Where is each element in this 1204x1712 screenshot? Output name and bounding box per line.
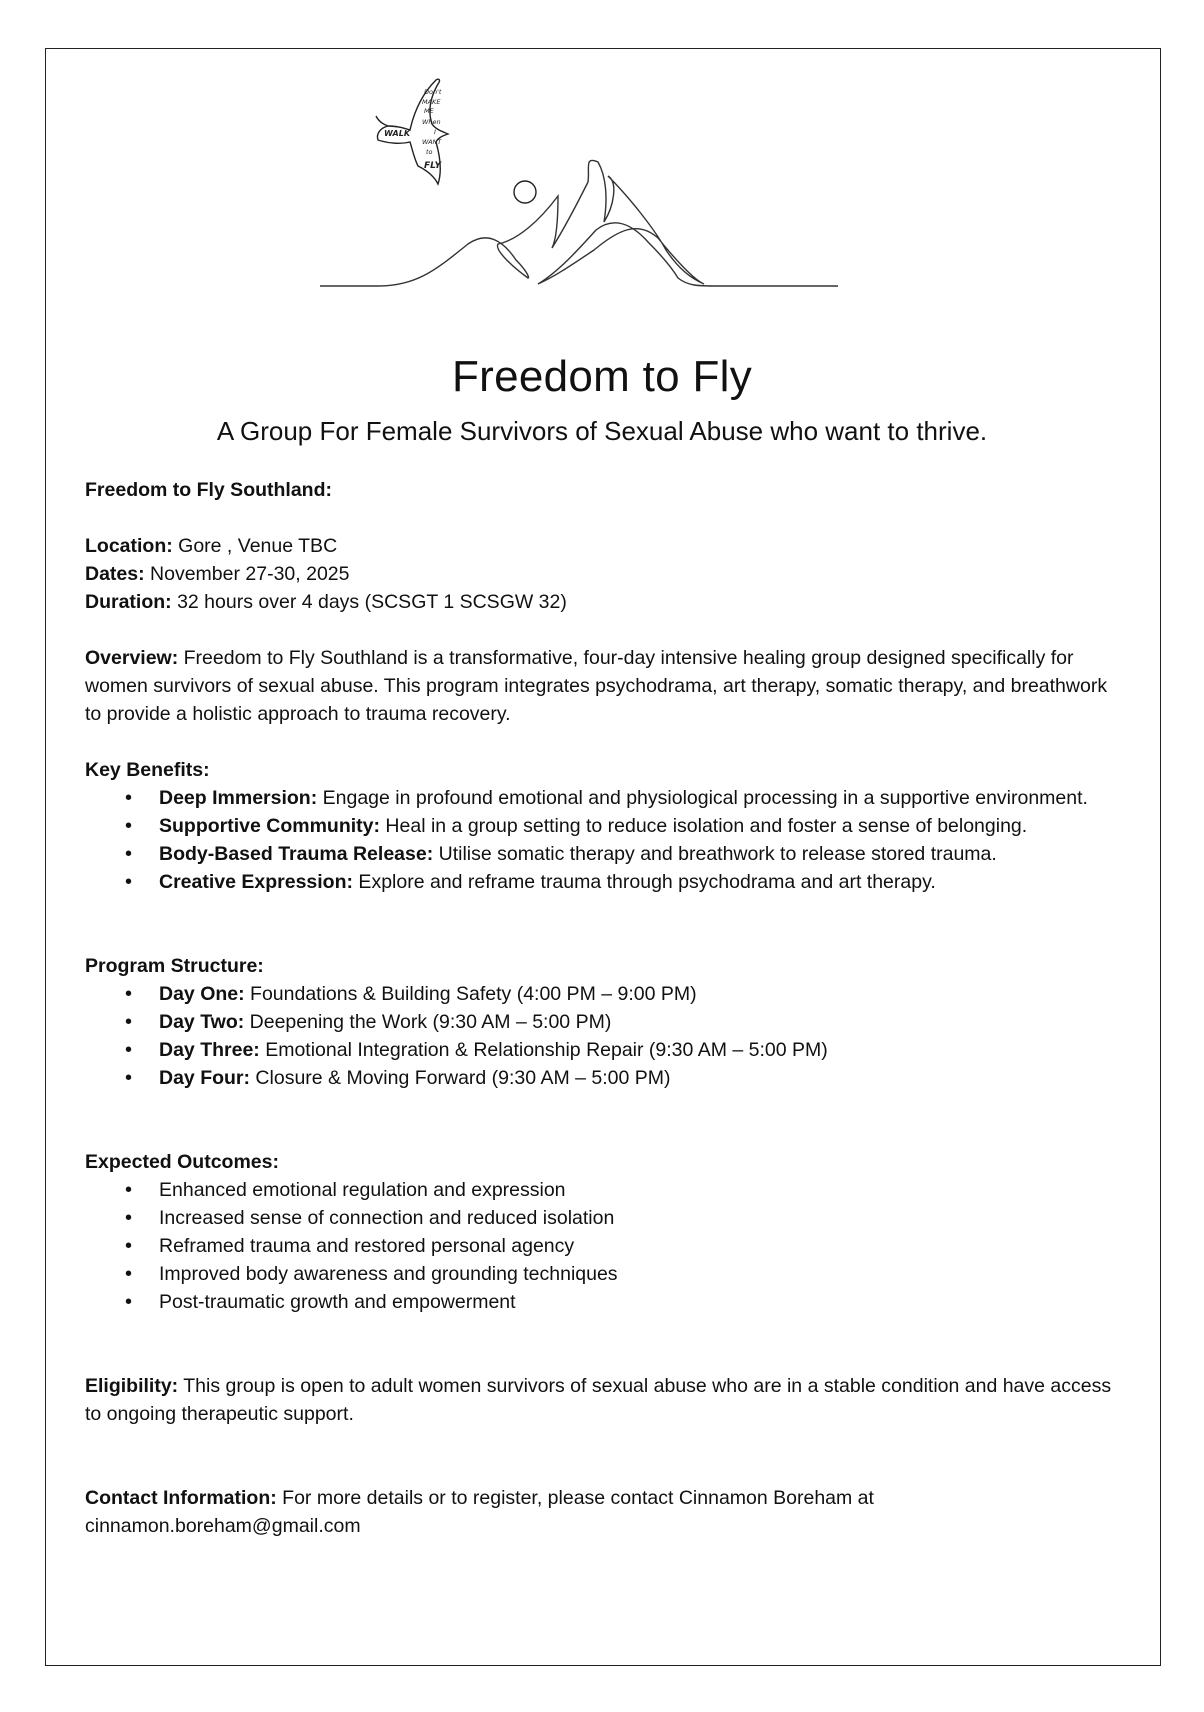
bird-text: I: [434, 128, 436, 136]
contact-label: Contact Information:: [85, 1487, 277, 1509]
contact-text: For more details or to register, please contact Cinnamon Boreham at: [276, 1487, 874, 1509]
list-item: • Supportive Community: Heal in a group setting to reduce isolation and foster a sense of belonging.: [159, 812, 1115, 840]
document-body: [85, 476, 1115, 1540]
page-title: Freedom to Fly: [451, 352, 753, 401]
dates-label: Dates:: [85, 563, 145, 585]
bird-text: WANT: [422, 138, 442, 146]
eligibility-paragraph: [85, 1372, 1115, 1428]
list-item: • Day Two: Deepening the Work (9:30 AM – 5:00 PM): [159, 1008, 1115, 1036]
structure-heading: Program Structure:: [85, 955, 264, 977]
page-subtitle: A Group For Female Survivors of Sexual Abuse who want to thrive.: [216, 416, 988, 446]
outcomes-heading: Expected Outcomes:: [85, 1151, 279, 1173]
bird-text: MAKE: [422, 98, 441, 106]
bird-text: ME: [424, 107, 434, 115]
location-label: Location:: [85, 535, 173, 557]
duration-value: 32 hours over 4 days (SCSGT 1 SCSGW 32): [171, 591, 567, 613]
list-item: • Deep Immersion: Engage in profound emotional and physiological processing in a supportive environment.: [159, 784, 1115, 812]
list-item: • Increased sense of connection and reduced isolation: [159, 1204, 1115, 1232]
dates-value: November 27-30, 2025: [144, 563, 350, 585]
bird-text: to: [426, 148, 433, 156]
mountain-bird-logo: [318, 72, 884, 322]
list-item: • Body-Based Trauma Release: Utilise somatic therapy and breathwork to release stored trauma.: [159, 840, 1115, 868]
bird-text: When: [422, 118, 441, 126]
bird-text: FLY: [424, 161, 441, 171]
sun-circle-icon: [514, 181, 536, 203]
list-item: • Creative Expression: Explore and reframe trauma through psychodrama and art therapy.: [159, 868, 1115, 896]
overview-text: Freedom to Fly Southland is a transformative, four-day intensive healing group designed specifically for women survivors of sexual abuse. This program integrates psychodrama, art therapy, somatic therapy, and breathwork to provide a holistic approach to trauma recovery.: [85, 647, 1108, 725]
contact-paragraph: [85, 1484, 1115, 1540]
list-item: • Post-traumatic growth and empowerment: [159, 1288, 1115, 1316]
intro-heading: Freedom to Fly Southland:: [85, 479, 332, 501]
list-item: • Reframed trauma and restored personal agency: [159, 1232, 1115, 1260]
list-item: • Enhanced emotional regulation and expression: [159, 1176, 1115, 1204]
list-item: • Day Four: Closure & Moving Forward (9:30 AM – 5:00 PM): [159, 1064, 1115, 1092]
mountain-line-icon: [320, 160, 838, 286]
list-item: • Day Three: Emotional Integration & Relationship Repair (9:30 AM – 5:00 PM): [159, 1036, 1115, 1064]
eligibility-label: Eligibility:: [85, 1375, 179, 1397]
overview-label: Overview:: [85, 647, 179, 669]
location-line: [85, 532, 1115, 560]
location-value: Gore , Venue TBC: [172, 535, 338, 557]
benefits-list: [85, 784, 1115, 896]
duration-line: [85, 588, 1115, 616]
structure-list: [85, 980, 1115, 1092]
bird-text: WALK: [384, 129, 411, 138]
overview-paragraph: [85, 644, 1115, 728]
eligibility-text: This group is open to adult women survivors of sexual abuse who are in a stable condition and have access to ongoing therapeutic support.: [85, 1375, 1112, 1425]
benefits-heading: Key Benefits:: [85, 759, 210, 781]
list-item: • Day One: Foundations & Building Safety (4:00 PM – 9:00 PM): [159, 980, 1115, 1008]
list-item: • Improved body awareness and grounding techniques: [159, 1260, 1115, 1288]
outcomes-list: [85, 1176, 1115, 1316]
dates-line: [85, 560, 1115, 588]
bird-text: Don't: [424, 88, 442, 96]
contact-email: cinnamon.boreham@gmail.com: [85, 1515, 361, 1537]
duration-label: Duration:: [85, 591, 172, 613]
